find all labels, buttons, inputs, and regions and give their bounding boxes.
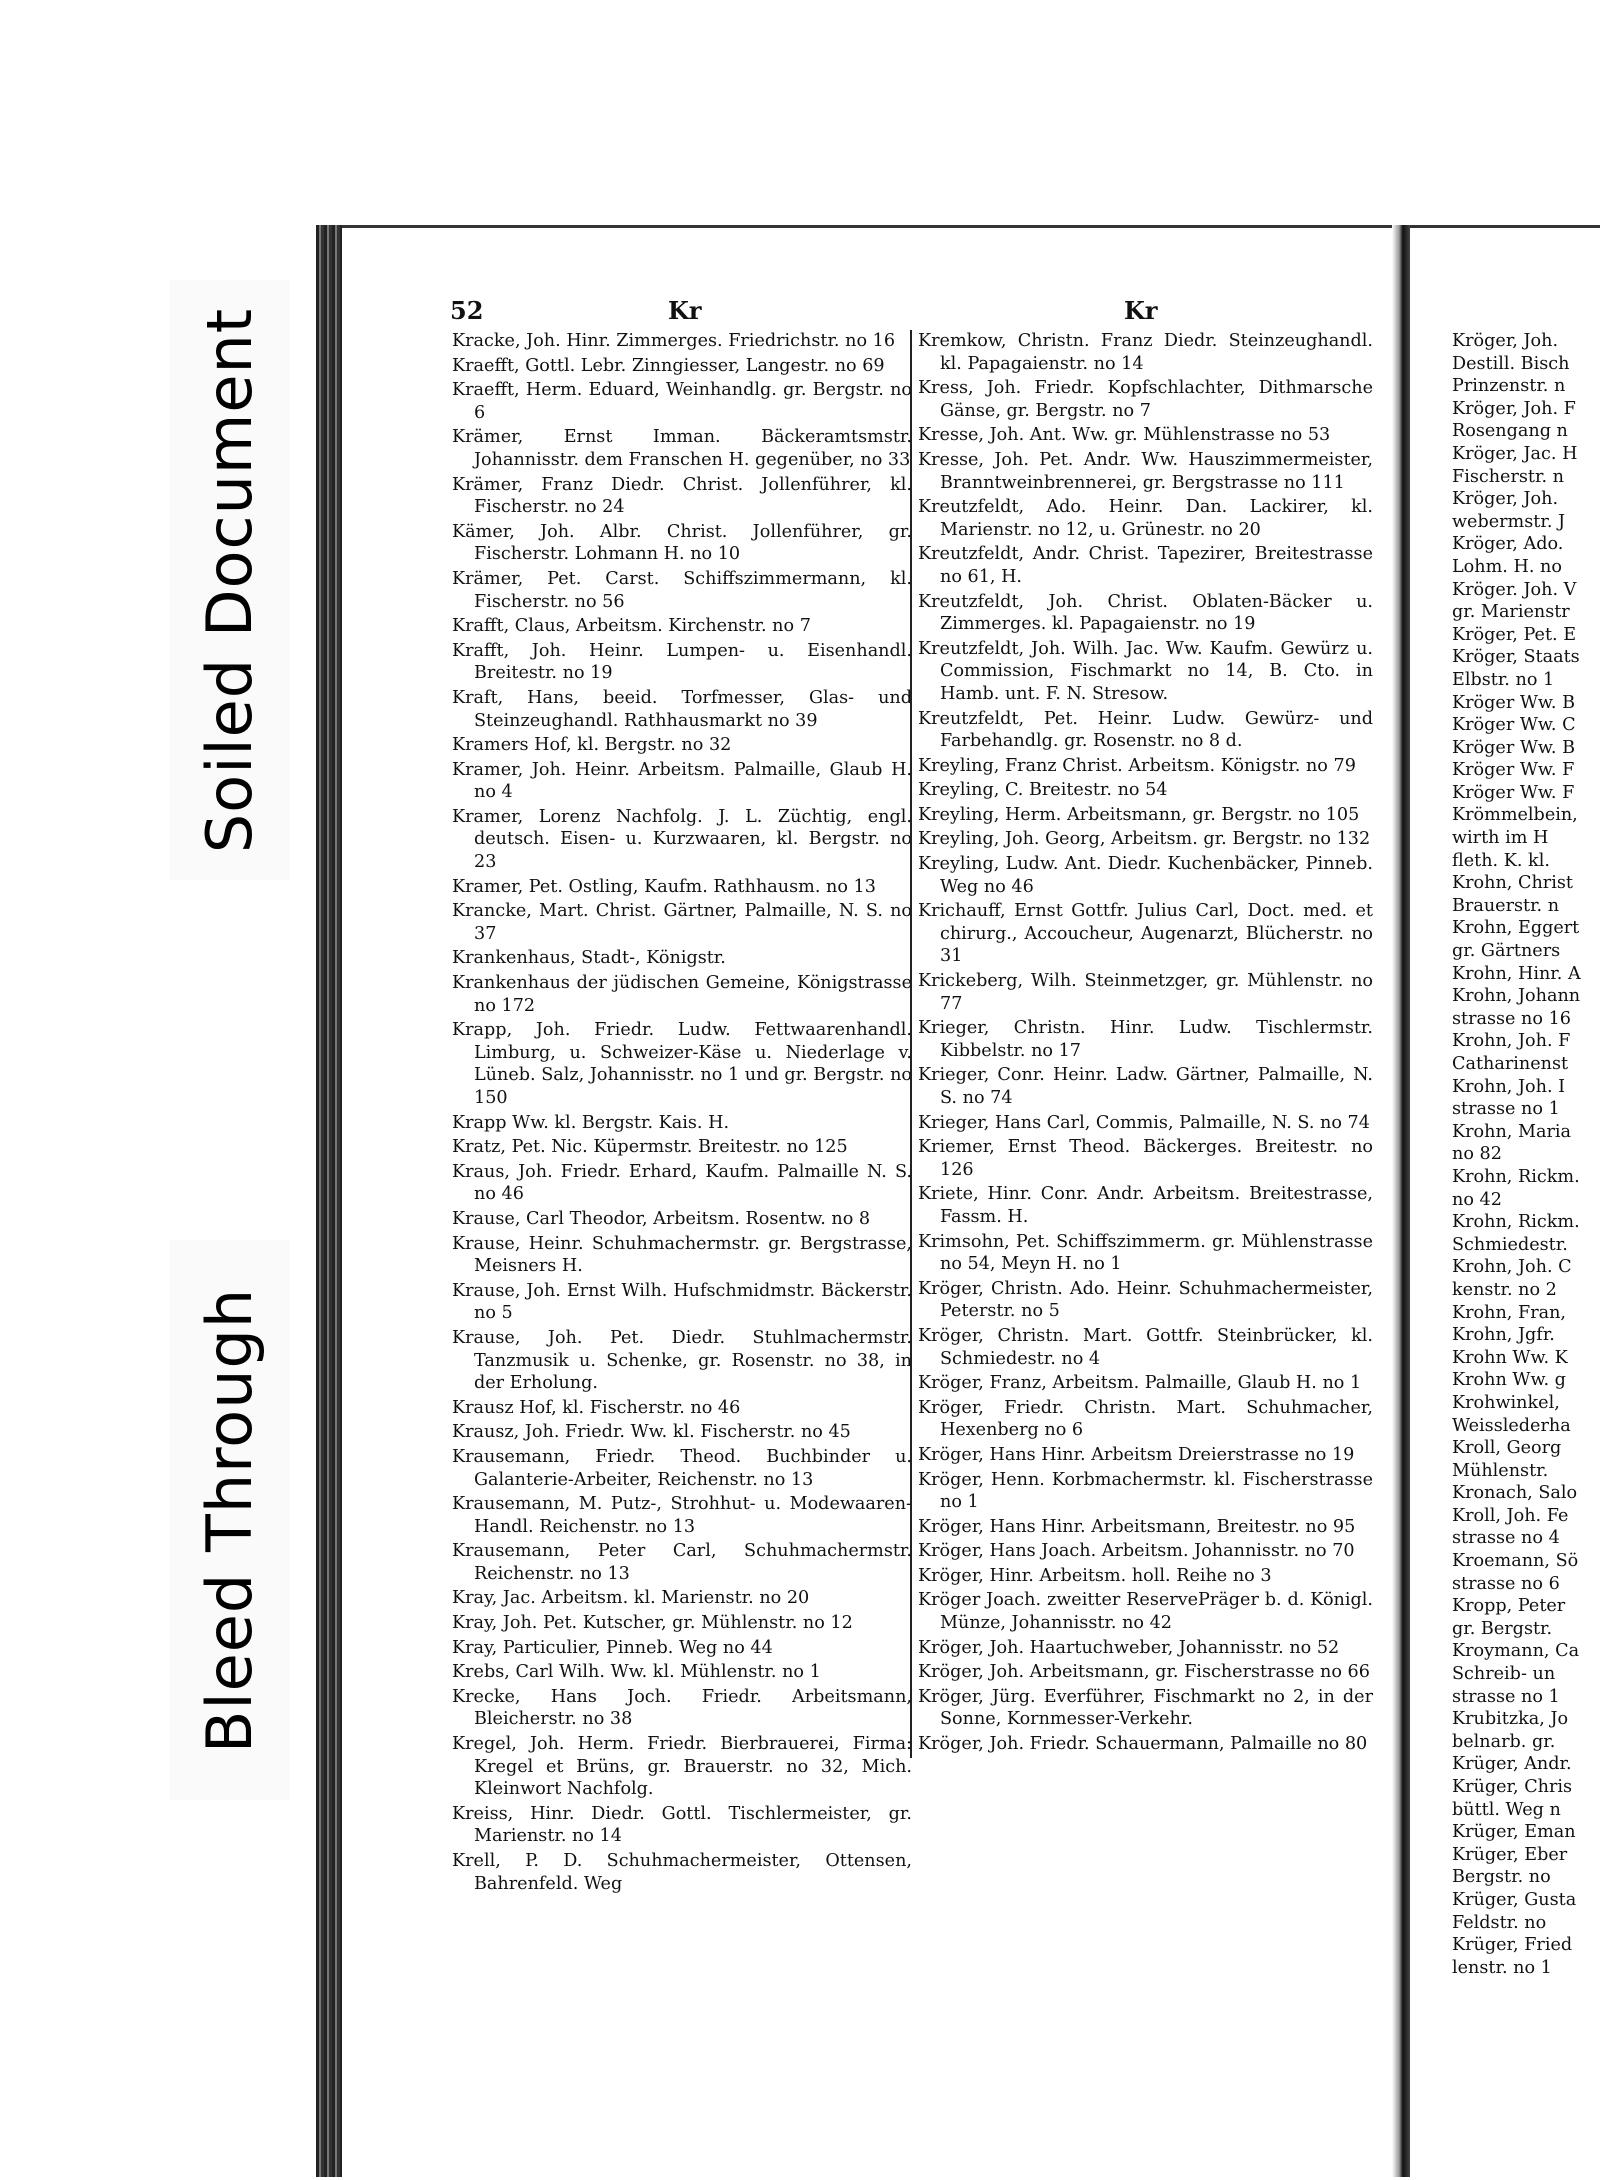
directory-entry: lenstr. no 1	[1452, 1957, 1552, 1978]
directory-entry: Krebs, Carl Wilh. Ww. kl. Mühlenstr. no 1	[452, 1662, 821, 1683]
directory-entry: Kroemann, Sö	[1452, 1551, 1579, 1572]
directory-entry: Krickeberg, Wilh. Steinmetzger, gr. Mühlenstr. no 77	[918, 971, 1373, 1014]
directory-entry: Kraus, Joh. Friedr. Erhard, Kaufm. Palmaille N. S. no 46	[452, 1161, 912, 1205]
bleed-through-text: Bleed Through	[193, 1287, 267, 1753]
directory-column-1	[452, 330, 912, 1897]
directory-entry: strasse no 1	[1452, 1686, 1560, 1707]
running-header-right: Kr	[1124, 296, 1158, 325]
directory-entry: Kropp, Peter	[1452, 1596, 1566, 1617]
directory-entry: webermstr. J	[1452, 511, 1566, 532]
directory-entry: Kröger Joach. zweitter ReservePräger b. d. Königl. Münze, Johannisstr. no 42	[918, 1590, 1373, 1634]
directory-entry: Kregel, Joh. Herm. Friedr. Bierbrauerei, Firma: Kregel et Brüns, gr. Brauerstr. no 32, Mich. Kleinwort Nachfolg.	[452, 1734, 912, 1800]
directory-entry: Kröger, Hans Hinr. Arbeitsm Dreierstrasse no 19	[918, 1444, 1355, 1465]
directory-entry: Kramers Hof, kl. Bergstr. no 32	[452, 735, 732, 756]
directory-entry: Weisslederha	[1452, 1415, 1571, 1436]
directory-entry: Kreyling, Franz Christ. Arbeitsm. Königstr. no 79	[918, 755, 1356, 776]
directory-entry: Krubitzka, Jo	[1452, 1709, 1569, 1730]
directory-entry: Kreutzfeldt, Joh. Wilh. Jac. Ww. Kaufm. Gewürz u. Commission, Fischmarkt no 14, B. Cto. in Hamb. unt. F. N. Stresow.	[918, 638, 1373, 704]
directory-entry: Kronach, Salo	[1452, 1483, 1578, 1504]
directory-entry: Brauerstr. n	[1452, 895, 1560, 916]
directory-entry: Krause, Heinr. Schuhmachermstr. gr. Bergstrasse, Meisners H.	[452, 1233, 912, 1277]
directory-entry: strasse no 6	[1452, 1573, 1560, 1594]
directory-entry: strasse no 4	[1452, 1528, 1560, 1549]
directory-entry: Kröger, Joh.	[1452, 489, 1559, 510]
directory-entry: Krömmelbein,	[1452, 805, 1578, 826]
directory-entry: Kroll, Joh. Fe	[1452, 1505, 1569, 1526]
directory-entry: Krohn, Jgfr.	[1452, 1325, 1555, 1346]
directory-entry: Kröger, Joh.	[1452, 331, 1559, 351]
directory-entry: Krüger, Eman	[1452, 1822, 1576, 1843]
directory-entry: Kämer, Joh. Albr. Christ. Jollenführer, gr. Fischerstr. Lohmann H. no 10	[452, 521, 912, 565]
directory-entry: Krohn, Hinr. A	[1452, 963, 1581, 984]
directory-entry: Krohn, Rickm.	[1452, 1212, 1580, 1233]
directory-entry: Kröger, Jürg. Everführer, Fischmarkt no 2, in der Sonne, Kornmesser-Verkehr.	[918, 1686, 1373, 1730]
directory-entry: Schreib- un	[1452, 1664, 1556, 1685]
directory-entry: Kramer, Joh. Heinr. Arbeitsm. Palmaille, Glaub H. no 4	[452, 759, 912, 803]
directory-entry: Krieger, Hans Carl, Commis, Palmaille, N. S. no 74	[918, 1112, 1370, 1133]
directory-entry: Krüger, Eber	[1452, 1844, 1568, 1865]
directory-entry: Kremkow, Christn. Franz Diedr. Steinzeughandl. kl. Papagaienstr. no 14	[918, 331, 1373, 374]
directory-entry: Krohn, Maria	[1452, 1121, 1572, 1142]
directory-entry: Krausz, Joh. Friedr. Ww. kl. Fischerstr. no 45	[452, 1422, 851, 1443]
directory-entry: Krapp, Joh. Friedr. Ludw. Fettwaarenhandl. Limburg, u. Schweizer-Käse u. Niederlage v. Lüneb. Salz, Johannisstr. no 1 und gr. Bergstr. no 150	[452, 1020, 912, 1108]
directory-entry: Kreutzfeldt, Joh. Christ. Oblaten-Bäcker u. Zimmerges. kl. Papagaienstr. no 19	[918, 591, 1373, 635]
directory-entry: Kreutzfeldt, Pet. Heinr. Ludw. Gewürz- und Farbehandlg. gr. Rosenstr. no 8 d.	[918, 708, 1373, 752]
directory-entry: Kraft, Hans, beeid. Torfmesser, Glas- und Steinzeughandl. Rathhausmarkt no 39	[452, 687, 912, 731]
directory-entry: Kröger, Friedr. Christn. Mart. Schuhmacher, Hexenberg no 6	[918, 1397, 1373, 1441]
directory-entry: Elbstr. no 1	[1452, 669, 1555, 690]
directory-entry: Kröger, Hans Hinr. Arbeitsmann, Breitestr. no 95	[918, 1516, 1356, 1537]
directory-entry: Krieger, Christn. Hinr. Ludw. Tischlermstr. Kibbelstr. no 17	[918, 1018, 1373, 1061]
directory-entry: Kreyling, Ludw. Ant. Diedr. Kuchenbäcker, Pinneb. Weg no 46	[918, 854, 1373, 897]
directory-entry: gr. Marienstr	[1452, 602, 1570, 623]
directory-entry: Krohn, Rickm.	[1452, 1166, 1580, 1187]
directory-entry: Krohn, Joh. I	[1452, 1076, 1566, 1097]
directory-entry: Kresse, Joh. Pet. Andr. Ww. Hauszimmermeister, Branntweinbrennerei, gr. Bergstrasse no 111	[918, 449, 1373, 493]
directory-entry: Fischerstr. n	[1452, 466, 1564, 487]
directory-entry: Kroymann, Ca	[1452, 1641, 1580, 1662]
directory-entry: Krause, Joh. Pet. Diedr. Stuhlmachermstr. Tanzmusik u. Schenke, gr. Rosenstr. no 38, in der Erholung.	[452, 1327, 912, 1394]
directory-entry: Krüger, Gusta	[1452, 1889, 1577, 1910]
directory-entry: belnarb. gr.	[1452, 1731, 1556, 1752]
directory-entry: Krohn, Christ	[1452, 873, 1573, 894]
directory-entry: Krafft, Claus, Arbeitsm. Kirchenstr. no 7	[452, 616, 811, 637]
directory-entry: Krohn Ww. g	[1452, 1370, 1566, 1391]
directory-entry: Kray, Particulier, Pinneb. Weg no 44	[452, 1637, 773, 1658]
directory-entry: Kröger, Joh. Friedr. Schauermann, Palmaille no 80	[918, 1734, 1368, 1755]
directory-entry: Kröger, Joh. Arbeitsmann, gr. Fischerstrasse no 66	[918, 1662, 1370, 1683]
directory-entry: Kröger, Ado.	[1452, 534, 1564, 555]
directory-entry: no 82	[1452, 1144, 1502, 1165]
directory-entry: Kreutzfeldt, Andr. Christ. Tapezirer, Breitestrasse no 61, H.	[918, 544, 1373, 587]
directory-entry: Krancke, Mart. Christ. Gärtner, Palmaille, N. S. no 37	[452, 901, 912, 944]
directory-entry: Kröger. Joh. V	[1452, 579, 1577, 600]
directory-entry: Krämer, Pet. Carst. Schiffszimmermann, kl. Fischerstr. no 56	[452, 568, 912, 612]
directory-entry: Kröger, Henn. Korbmachermstr. kl. Fischerstrasse no 1	[918, 1469, 1373, 1513]
directory-entry: Schmiedestr.	[1452, 1234, 1568, 1255]
directory-entry: Kriete, Hinr. Conr. Andr. Arbeitsm. Breitestrasse, Fassm. H.	[918, 1184, 1373, 1227]
directory-entry: büttl. Weg n	[1452, 1799, 1561, 1820]
directory-entry: Kröger, Pet. E	[1452, 624, 1577, 645]
directory-entry: no 42	[1452, 1189, 1502, 1210]
directory-entry: Feldstr. no	[1452, 1912, 1547, 1933]
directory-entry: Kreyling, Herm. Arbeitsmann, gr. Bergstr. no 105	[918, 804, 1360, 825]
directory-entry: kenstr. no 2	[1452, 1279, 1557, 1300]
book-gutter	[1392, 225, 1410, 2177]
directory-entry: Kraefft, Gottl. Lebr. Zinngiesser, Langestr. no 69	[452, 355, 885, 376]
directory-entry: Kreutzfeldt, Ado. Heinr. Dan. Lackirer, kl. Marienstr. no 12, u. Grünestr. no 20	[918, 497, 1373, 540]
directory-entry: Krell, P. D. Schuhmachermeister, Ottensen, Bahrenfeld. Weg	[452, 1851, 912, 1894]
directory-entry: Prinzenstr. n	[1452, 376, 1566, 397]
directory-entry: Krohn, Eggert	[1452, 918, 1580, 939]
directory-entry: Kramer, Pet. Ostling, Kaufm. Rathhausm. no 13	[452, 876, 876, 897]
directory-entry: Kratz, Pet. Nic. Küpermstr. Breitestr. no 125	[452, 1137, 848, 1158]
directory-entry: Kröger Ww. C	[1452, 715, 1576, 736]
directory-entry: Krüger, Andr.	[1452, 1754, 1572, 1775]
directory-entry: Krohn, Joh. C	[1452, 1257, 1572, 1278]
bleed-through-label	[170, 1240, 290, 1800]
directory-entry: Krimsohn, Pet. Schiffszimmerm. gr. Mühlenstrasse no 54, Meyn H. no 1	[918, 1231, 1373, 1275]
directory-entry: fleth. K. kl.	[1452, 850, 1550, 871]
directory-entry: Kröger Ww. F	[1452, 782, 1575, 803]
directory-entry: strasse no 1	[1452, 1099, 1560, 1120]
directory-entry: Krüger, Fried	[1452, 1935, 1573, 1956]
directory-entry: Kramer, Lorenz Nachfolg. J. L. Züchtig, engl. deutsch. Eisen- u. Kurzwaaren, kl. Bergstr. no 23	[452, 806, 912, 873]
directory-entry: Kröger, Joh. Haartuchweber, Johannisstr. no 52	[918, 1637, 1340, 1658]
directory-entry: Kröger, Christn. Mart. Gottfr. Steinbrücker, kl. Schmiedestr. no 4	[918, 1325, 1373, 1369]
directory-entry: Krieger, Conr. Heinr. Ladw. Gärtner, Palmaille, N. S. no 74	[918, 1065, 1373, 1108]
running-header-left: Kr	[668, 296, 702, 325]
directory-entry: Kraefft, Herm. Eduard, Weinhandlg. gr. Bergstr. no 6	[452, 380, 912, 423]
directory-entry: Kray, Jac. Arbeitsm. kl. Marienstr. no 20	[452, 1588, 810, 1609]
directory-column-2	[910, 330, 1373, 1758]
directory-entry: Krapp Ww. kl. Bergstr. Kais. H.	[452, 1112, 730, 1133]
directory-entry: Krohn, Joh. F	[1452, 1031, 1571, 1052]
directory-entry: wirth im H	[1452, 828, 1549, 849]
directory-entry: Krausz Hof, kl. Fischerstr. no 46	[452, 1397, 741, 1418]
directory-entry: Krohn Ww. K	[1452, 1347, 1568, 1368]
directory-column-3-cropped	[1452, 330, 1600, 1979]
directory-entry: Krausemann, Friedr. Theod. Buchbinder u. Galanterie-Arbeiter, Reichenstr. no 13	[452, 1446, 912, 1490]
directory-entry: Destill. Bisch	[1452, 353, 1570, 374]
directory-entry: Kröger Ww. B	[1452, 692, 1575, 713]
directory-entry: Kreyling, C. Breitestr. no 54	[918, 780, 1168, 801]
directory-entry: Kriemer, Ernst Theod. Bäckerges. Breitestr. no 126	[918, 1137, 1373, 1180]
directory-entry: Krüger, Chris	[1452, 1777, 1573, 1797]
directory-entry: Krohn, Johann	[1452, 986, 1581, 1007]
directory-entry: Krankenhaus der jüdischen Gemeine, Königstrasse no 172	[452, 973, 912, 1016]
directory-entry: Krohwinkel,	[1452, 1392, 1560, 1413]
directory-entry: Krämer, Ernst Imman. Bäckeramtsmstr. Johannisstr. dem Franschen H. gegenüber, no 33	[452, 427, 912, 470]
directory-entry: Rosengang n	[1452, 421, 1568, 442]
directory-entry: Kray, Joh. Pet. Kutscher, gr. Mühlenstr. no 12	[452, 1613, 853, 1634]
directory-entry: Catharinenst	[1452, 1054, 1569, 1074]
page-edge-left	[316, 225, 342, 2177]
directory-entry: Lohm. H. no	[1452, 556, 1562, 577]
directory-entry: Kracke, Joh. Hinr. Zimmerges. Friedrichstr. no 16	[452, 331, 896, 351]
directory-entry: Krause, Carl Theodor, Arbeitsm. Rosentw. no 8	[452, 1208, 871, 1229]
directory-entry: Krause, Joh. Ernst Wilh. Hufschmidmstr. Bäckerstr. no 5	[452, 1280, 912, 1324]
directory-entry: Kröger, Staats	[1452, 647, 1580, 668]
directory-entry: Krichauff, Ernst Gottfr. Julius Carl, Doct. med. et chirurg., Accoucheur, Augenarzt, Blücherstr. no 31	[918, 901, 1373, 967]
directory-entry: Bergstr. no	[1452, 1867, 1551, 1888]
directory-entry: Kröger, Christn. Ado. Heinr. Schuhmachermeister, Peterstr. no 5	[918, 1278, 1373, 1322]
directory-entry: Krafft, Joh. Heinr. Lumpen- u. Eisenhandl. Breitestr. no 19	[452, 640, 912, 684]
directory-entry: Kröger, Hans Joach. Arbeitsm. Johannisstr. no 70	[918, 1541, 1355, 1562]
directory-entry: Kreiss, Hinr. Diedr. Gottl. Tischlermeister, gr. Marienstr. no 14	[452, 1803, 912, 1847]
directory-entry: gr. Gärtners	[1452, 941, 1561, 962]
directory-entry: strasse no 16	[1452, 1008, 1571, 1029]
directory-entry: Kröger, Franz, Arbeitsm. Palmaille, Glaub H. no 1	[918, 1373, 1362, 1394]
directory-entry: gr. Bergstr.	[1452, 1618, 1553, 1639]
page-number: 52	[450, 296, 484, 325]
directory-entry: Kröger, Joh. F	[1452, 398, 1576, 419]
soiled-document-label	[170, 280, 290, 880]
directory-entry: Krankenhaus, Stadt-, Königstr.	[452, 948, 726, 969]
directory-entry: Krämer, Franz Diedr. Christ. Jollenführer, kl. Fischerstr. no 24	[452, 474, 912, 518]
directory-entry: Kreyling, Joh. Georg, Arbeitsm. gr. Bergstr. no 132	[918, 829, 1371, 850]
directory-entry: Kroll, Georg	[1452, 1438, 1562, 1459]
directory-entry: Krohn, Fran,	[1452, 1302, 1567, 1323]
directory-entry: Krausemann, M. Putz-, Strohhut- u. Modewaaren-Handl. Reichenstr. no 13	[452, 1494, 912, 1537]
directory-entry: Kröger Ww. B	[1452, 737, 1575, 758]
directory-entry: Krausemann, Peter Carl, Schuhmachermstr. Reichenstr. no 13	[452, 1541, 912, 1584]
directory-entry: Kröger, Jac. H	[1452, 443, 1578, 464]
soiled-document-text: Soiled Document	[193, 307, 267, 853]
directory-entry: Kröger, Hinr. Arbeitsm. holl. Reihe no 3	[918, 1565, 1272, 1586]
directory-entry: Kresse, Joh. Ant. Ww. gr. Mühlenstrasse no 53	[918, 425, 1331, 446]
directory-entry: Kress, Joh. Friedr. Kopfschlachter, Dithmarsche Gänse, gr. Bergstr. no 7	[918, 378, 1373, 421]
directory-entry: Krecke, Hans Joch. Friedr. Arbeitsmann, Bleicherstr. no 38	[452, 1686, 912, 1730]
directory-entry: Mühlenstr.	[1452, 1460, 1549, 1481]
directory-entry: Kröger Ww. F	[1452, 760, 1575, 781]
